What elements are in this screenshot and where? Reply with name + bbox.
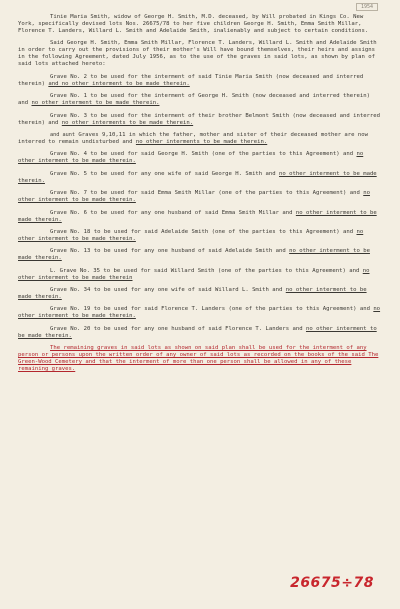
clause-restriction: no other interment to be made therein xyxy=(18,267,370,281)
clause-restriction: no other interment to be made therein. xyxy=(18,248,370,262)
clause-text: Grave No. 18 to be used for said Adelaide Smith (one of the parties to this Agreement) and xyxy=(50,228,354,235)
clause-text: Grave No. 35 to be used for said Willard Smith (one of the parties to this Agreement) and xyxy=(59,267,360,274)
handwritten-insertion: and aunt xyxy=(50,131,75,138)
lot-number-annotation: 26675÷78 xyxy=(290,575,374,591)
grave-clause xyxy=(18,210,382,224)
clause-text: Grave No. 6 to be used for any one husband of said Emma Smith Millar and xyxy=(50,209,293,216)
clause-restriction: and no other interment to be made therein. xyxy=(48,80,190,87)
clause-restriction: no other interments to be made therein. xyxy=(135,138,268,145)
closing-text: The remaining graves in said lots as shown on said plan shall be used for the interment of any person or persons upon the written order of any owner of said lots as recorded on the books of the said The Green-Wood Cemetery and that the interment of more than one person shall be allowed in any of these remaining graves. xyxy=(18,345,379,373)
grave-clause xyxy=(18,229,382,243)
clause-restriction: no other interment to be made therein. xyxy=(18,209,377,223)
grave-clause xyxy=(18,268,382,282)
clause-text: Graves 9,10,11 in which the father, mother and sister of their deceased mother are now interred to remain undisturbed and xyxy=(18,131,368,145)
grave-clause xyxy=(18,132,382,146)
clause-text: Grave No. 3 to be used for the interment of their brother Belmont Smith (now deceased and interred therein) and xyxy=(18,112,381,126)
clause-restriction: no other interment to be made therein. xyxy=(18,325,377,339)
clause-text: Grave No. 4 to be used for said George H. Smith (one of the parties to this Agreement) and xyxy=(50,151,354,158)
clause-text: Grave No. 1 to be used for the interment of George H. Smith (now deceased and interred therein) and xyxy=(18,93,370,107)
grave-clause xyxy=(18,113,382,127)
clause-restriction: no other interment to be made therein. xyxy=(31,100,160,107)
grave-clause xyxy=(18,171,382,185)
grave-clause xyxy=(18,248,382,262)
grave-clause xyxy=(18,93,382,107)
clause-text: Grave No. 2 to be used for the interment of said Tinie Maria Smith (now deceased and interred therein) xyxy=(18,73,364,87)
clause-text: Grave No. 19 to be used for said Florence T. Landers (one of the parties to this Agreement) and xyxy=(50,306,370,313)
grave-clause xyxy=(18,74,382,88)
clause-restriction: no other interments to be made therein. xyxy=(61,119,194,126)
grave-clause xyxy=(18,287,382,301)
grave-clause xyxy=(18,326,382,340)
grave-clause xyxy=(18,151,382,165)
clause-restriction: no other interment to be made therein. xyxy=(18,287,367,301)
clause-restriction: no other interment to be made therein. xyxy=(18,170,377,184)
clause-restriction: no other interment to be made therein. xyxy=(18,151,364,165)
handwritten-insertion: L. xyxy=(50,267,57,274)
intro-paragraph: Tinie Maria Smith, widow of George H. Smith, M.D. deceased, by Will probated in Kings Co. New York, specifically devised lots Nos. 26675/78 to her five children George H. Smith, Emma Smith Millar, Florence T. Landers, Willard L. Smith and Adelaide Smith, inalienably and subject to certain conditions. xyxy=(18,14,369,34)
clause-restriction: no other interment to be made therein. xyxy=(18,306,381,320)
clause-text: Grave No. 34 to be used for any one wife of said Willard L. Smith and xyxy=(50,287,283,294)
clause-restriction: no other interment to be made therein. xyxy=(18,190,370,204)
grave-clause xyxy=(18,190,382,204)
clause-text: Grave No. 5 to be used for any one wife of said George H. Smith and xyxy=(50,170,276,177)
agreement-intro-paragraph: Said George H. Smith, Emma Smith Millar, Florence T. Landers, Willard L. Smith and Adelaide Smith in order to carry out the provisions of their mother's Will have bound themselves, their heirs and assigns in the following Agreement, dated July 1956, as to the use of the graves in said lots, as shown by plan of said lots attached hereto: xyxy=(18,40,377,68)
closing-paragraph xyxy=(18,345,382,373)
page-number: 1954 xyxy=(356,3,378,11)
clause-restriction: no other interment to be made therein. xyxy=(18,228,364,242)
clauses-list xyxy=(18,74,382,340)
clause-text: Grave No. 20 to be used for any one husband of said Florence T. Landers and xyxy=(50,325,303,332)
clause-text: Grave No. 13 to be used for any one husband of said Adelaide Smith and xyxy=(50,248,286,255)
grave-clause xyxy=(18,306,382,320)
document-body xyxy=(18,14,382,373)
clause-text: Grave No. 7 to be used for said Emma Smith Millar (one of the parties to this Agreement) and xyxy=(50,190,360,197)
